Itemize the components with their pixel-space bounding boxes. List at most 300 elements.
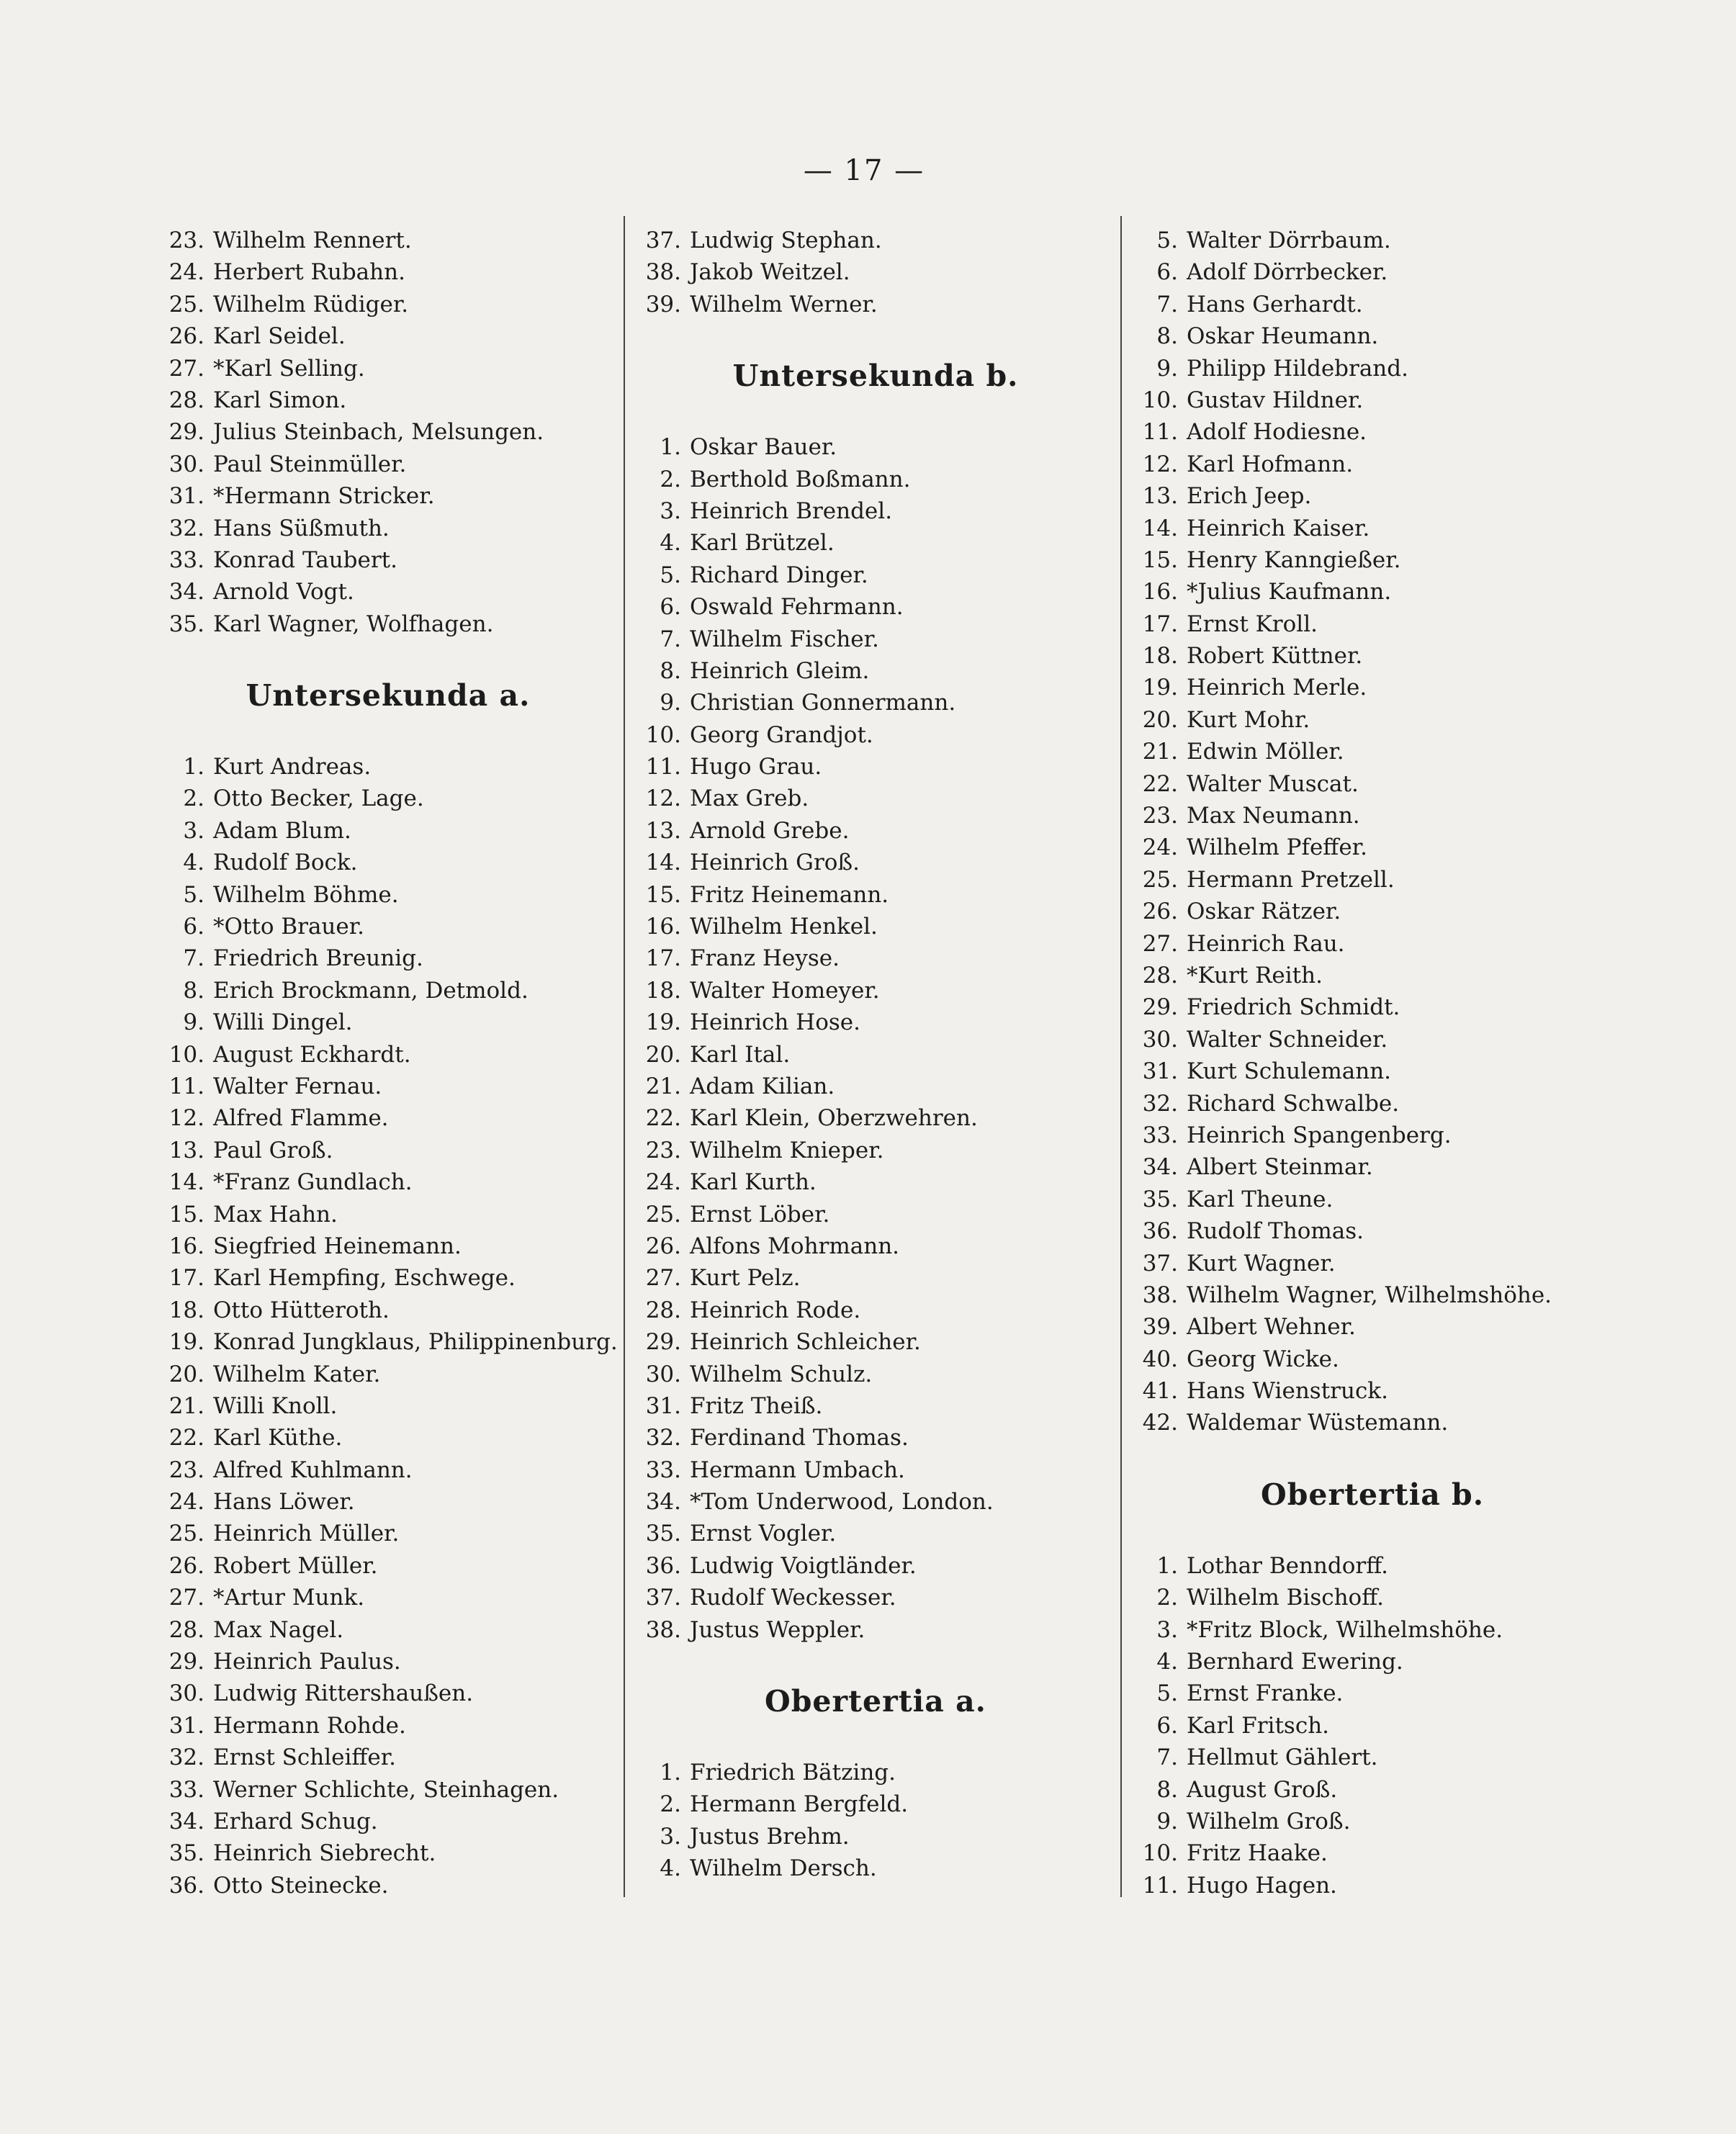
- list-item: [631, 1262, 1120, 1294]
- student-name: Heinrich Gleim.: [690, 657, 870, 684]
- list-item: [631, 975, 1120, 1007]
- student-name: Albert Wehner.: [1187, 1314, 1356, 1341]
- column-divider: [624, 216, 625, 1897]
- student-name: Wilhelm Bischoff.: [1187, 1585, 1384, 1611]
- list-item: [154, 815, 622, 847]
- student-name: Karl Theune.: [1187, 1186, 1334, 1212]
- entry-number: 7.: [183, 945, 204, 972]
- student-name: Lothar Benndorff.: [1187, 1552, 1388, 1579]
- list-item: [154, 1071, 622, 1102]
- list-item: [154, 1295, 622, 1326]
- list-item: [1128, 1774, 1617, 1806]
- student-list: [631, 225, 1120, 320]
- entry-number: 4.: [660, 1855, 681, 1882]
- list-item: [631, 1071, 1120, 1102]
- student-name: Hermann Pretzell.: [1187, 866, 1395, 893]
- entry-number: 28.: [168, 1616, 204, 1643]
- list-item: [154, 1262, 622, 1294]
- list-item: [631, 1582, 1120, 1613]
- entry-number: 25.: [1142, 866, 1178, 893]
- list-item: [1128, 353, 1617, 384]
- list-item: [1128, 384, 1617, 416]
- list-item: [631, 1166, 1120, 1198]
- entry-number: 7.: [1156, 1744, 1178, 1771]
- entry-number: 15.: [645, 881, 681, 908]
- student-name: Rudolf Bock.: [213, 850, 358, 876]
- list-item: [1128, 1870, 1617, 1901]
- list-item: [154, 751, 622, 783]
- list-item: [1128, 672, 1617, 703]
- student-name: Heinrich Hose.: [690, 1009, 860, 1036]
- entry-number: 20.: [168, 1361, 204, 1387]
- list-item: [154, 1135, 622, 1166]
- student-name: Justus Weppler.: [690, 1616, 865, 1643]
- student-name: Karl Wagner, Wolfhagen.: [213, 611, 494, 637]
- student-name: Fritz Heinemann.: [690, 881, 889, 908]
- list-item: [154, 320, 622, 352]
- student-name: Willi Dingel.: [213, 1009, 353, 1036]
- list-item: [154, 1710, 622, 1742]
- list-item: [154, 576, 622, 608]
- student-name: Alfred Flamme.: [213, 1105, 389, 1132]
- student-name: August Groß.: [1187, 1776, 1338, 1803]
- entry-number: 27.: [1142, 930, 1178, 957]
- list-item: [1128, 1151, 1617, 1183]
- list-item: [154, 449, 622, 480]
- list-item: [1128, 449, 1617, 480]
- list-item: [1128, 480, 1617, 512]
- list-item: [631, 1486, 1120, 1518]
- student-name: Edwin Möller.: [1187, 739, 1344, 765]
- student-list: [154, 225, 622, 640]
- column-3: [1128, 225, 1617, 1901]
- student-name: Adolf Hodiesne.: [1187, 419, 1367, 446]
- entry-number: 17.: [645, 945, 681, 972]
- entry-number: 11.: [168, 1073, 204, 1099]
- student-name: Siegfried Heinemann.: [213, 1233, 462, 1259]
- entry-number: 5.: [1156, 1680, 1178, 1707]
- student-name: Ernst Vogler.: [690, 1521, 837, 1547]
- entry-number: 3.: [660, 1823, 681, 1850]
- entry-number: 33.: [168, 1776, 204, 1803]
- list-item: [154, 942, 622, 974]
- student-name: Jakob Weitzel.: [690, 259, 850, 286]
- list-item: [631, 847, 1120, 878]
- entry-number: 25.: [645, 1201, 681, 1228]
- student-name: Oskar Rätzer.: [1187, 899, 1341, 925]
- entry-number: 3.: [1156, 1616, 1178, 1643]
- student-list: [631, 1757, 1120, 1885]
- list-item: [154, 544, 622, 576]
- list-item: [154, 289, 622, 320]
- student-name: Wilhelm Werner.: [690, 291, 878, 318]
- entry-number: 14.: [645, 850, 681, 876]
- list-item: [1128, 1614, 1617, 1646]
- student-name: Erich Brockmann, Detmold.: [213, 977, 529, 1004]
- list-item: [631, 1007, 1120, 1038]
- entry-number: 18.: [168, 1297, 204, 1323]
- student-name: Otto Becker, Lage.: [213, 785, 424, 812]
- student-name: Max Nagel.: [213, 1616, 344, 1643]
- entry-number: 35.: [168, 611, 204, 637]
- list-item: [631, 1454, 1120, 1486]
- list-item: [1128, 1837, 1617, 1869]
- student-name: Robert Müller.: [213, 1552, 378, 1579]
- entry-number: 28.: [168, 387, 204, 413]
- student-name: Karl Kurth.: [690, 1169, 817, 1196]
- list-item: [1128, 513, 1617, 544]
- student-name: Hermann Umbach.: [690, 1457, 905, 1483]
- student-name: Ernst Löber.: [690, 1201, 830, 1228]
- student-name: Robert Küttner.: [1187, 643, 1363, 670]
- entry-number: 39.: [645, 291, 681, 318]
- list-item: [1128, 1407, 1617, 1439]
- entry-number: 11.: [1142, 419, 1178, 446]
- entry-number: 8.: [1156, 323, 1178, 350]
- entry-number: 20.: [1142, 706, 1178, 733]
- student-name: Fritz Haake.: [1187, 1840, 1328, 1867]
- entry-number: 38.: [1142, 1282, 1178, 1308]
- entry-number: 30.: [168, 451, 204, 477]
- entry-number: 19.: [645, 1009, 681, 1036]
- student-name: Willi Knoll.: [213, 1392, 338, 1419]
- list-item: [1128, 1375, 1617, 1407]
- list-item: [154, 1166, 622, 1198]
- list-item: [631, 1295, 1120, 1326]
- list-item: [154, 975, 622, 1007]
- entry-number: 1.: [660, 434, 681, 461]
- entry-number: 26.: [645, 1233, 681, 1259]
- list-item: [631, 1230, 1120, 1262]
- list-item: [1128, 800, 1617, 832]
- student-name: Paul Groß.: [213, 1137, 333, 1163]
- student-name: Henry Kanngießer.: [1187, 546, 1401, 573]
- student-name: Heinrich Rode.: [690, 1297, 861, 1323]
- entry-number: 37.: [645, 1585, 681, 1611]
- student-name: Karl Hempfing, Eschwege.: [213, 1265, 516, 1292]
- entry-number: 23.: [1142, 803, 1178, 829]
- list-item: [1128, 640, 1617, 672]
- list-item: [154, 1646, 622, 1678]
- student-list: [631, 431, 1120, 1646]
- student-name: Karl Ital.: [690, 1041, 791, 1068]
- student-name: Heinrich Paulus.: [213, 1649, 401, 1675]
- entry-number: 4.: [183, 850, 204, 876]
- student-name: Heinrich Kaiser.: [1187, 515, 1370, 541]
- list-item: [1128, 1550, 1617, 1582]
- entry-number: 13.: [168, 1137, 204, 1163]
- list-item: [1128, 1120, 1617, 1151]
- student-name: Adolf Dörrbecker.: [1187, 259, 1388, 286]
- entry-number: 6.: [1156, 259, 1178, 286]
- entry-number: 2.: [1156, 1585, 1178, 1611]
- student-name: Friedrich Breunig.: [213, 945, 423, 972]
- student-name: Walter Homeyer.: [690, 977, 880, 1004]
- student-name: Hellmut Gählert.: [1187, 1744, 1378, 1771]
- list-item: [631, 1390, 1120, 1422]
- list-item: [154, 1614, 622, 1646]
- list-item: [631, 1614, 1120, 1646]
- student-name: Fritz Theiß.: [690, 1392, 823, 1419]
- entry-number: 22.: [168, 1425, 204, 1451]
- entry-number: 2.: [660, 1791, 681, 1818]
- student-name: Wilhelm Dersch.: [690, 1855, 877, 1882]
- entry-number: 1.: [660, 1760, 681, 1786]
- list-item: [631, 225, 1120, 256]
- student-name: Wilhelm Groß.: [1187, 1808, 1351, 1834]
- student-name: Albert Steinmar.: [1187, 1154, 1373, 1181]
- entry-number: 25.: [168, 1521, 204, 1547]
- entry-number: 16.: [168, 1233, 204, 1259]
- student-list: [1128, 225, 1617, 1439]
- list-item: [631, 655, 1120, 687]
- entry-number: 34.: [168, 1808, 204, 1834]
- list-item: [1128, 1279, 1617, 1311]
- list-item: [1128, 864, 1617, 896]
- student-name: Ludwig Stephan.: [690, 228, 882, 253]
- student-name: *Hermann Stricker.: [213, 483, 435, 510]
- student-name: Otto Steinecke.: [213, 1872, 389, 1899]
- entry-number: 34.: [645, 1489, 681, 1516]
- entry-number: 28.: [645, 1297, 681, 1323]
- list-item: [154, 1230, 622, 1262]
- list-item: [631, 1102, 1120, 1134]
- list-item: [1128, 289, 1617, 320]
- student-name: Ludwig Voigtländer.: [690, 1552, 917, 1579]
- student-name: Karl Seidel.: [213, 323, 346, 350]
- entry-number: 12.: [645, 785, 681, 812]
- student-name: Ludwig Rittershaußen.: [213, 1680, 474, 1707]
- entry-number: 1.: [183, 754, 204, 780]
- student-name: Christian Gonnermann.: [690, 690, 956, 716]
- entry-number: 3.: [183, 817, 204, 844]
- student-name: Heinrich Rau.: [1187, 930, 1345, 957]
- entry-number: 22.: [645, 1105, 681, 1132]
- section-title: Untersekunda b.: [732, 359, 1019, 394]
- entry-number: 26.: [1142, 899, 1178, 925]
- column-2: [631, 225, 1120, 1885]
- list-item: [154, 1422, 622, 1454]
- list-item: [631, 911, 1120, 942]
- student-name: Paul Steinmüller.: [213, 451, 407, 477]
- entry-number: 29.: [1142, 994, 1178, 1021]
- student-name: Walter Dörrbaum.: [1187, 228, 1391, 253]
- student-name: Hugo Grau.: [690, 754, 822, 780]
- entry-number: 23.: [645, 1137, 681, 1163]
- list-item: [154, 1582, 622, 1613]
- student-name: Georg Grandjot.: [690, 721, 873, 748]
- student-name: *Otto Brauer.: [213, 914, 365, 940]
- list-item: [1128, 1055, 1617, 1087]
- entry-number: 24.: [168, 259, 204, 286]
- entry-number: 13.: [1142, 483, 1178, 510]
- entry-number: 33.: [168, 546, 204, 573]
- entry-number: 24.: [168, 1489, 204, 1516]
- entry-number: 35.: [168, 1840, 204, 1867]
- student-name: Wilhelm Knieper.: [690, 1137, 884, 1163]
- list-item: [1128, 1742, 1617, 1773]
- student-name: Kurt Mohr.: [1187, 706, 1310, 733]
- entry-number: 40.: [1142, 1346, 1178, 1372]
- student-name: Rudolf Thomas.: [1187, 1218, 1364, 1245]
- list-item: [154, 384, 622, 416]
- entry-number: 21.: [168, 1392, 204, 1419]
- student-name: Franz Heyse.: [690, 945, 840, 972]
- list-item: [1128, 225, 1617, 256]
- entry-number: 4.: [1156, 1649, 1178, 1675]
- student-name: Adam Kilian.: [690, 1073, 835, 1099]
- list-item: [1128, 1710, 1617, 1742]
- list-item: [1128, 736, 1617, 767]
- list-item: [631, 256, 1120, 288]
- entry-number: 30.: [1142, 1026, 1178, 1053]
- list-item: [631, 1135, 1120, 1166]
- list-item: [631, 1821, 1120, 1852]
- student-name: Berthold Boßmann.: [690, 466, 911, 492]
- student-name: *Karl Selling.: [213, 355, 365, 382]
- entry-number: 21.: [645, 1073, 681, 1099]
- student-name: Bernhard Ewering.: [1187, 1649, 1403, 1675]
- list-item: [154, 1774, 622, 1806]
- list-item: [1128, 576, 1617, 608]
- entry-number: 15.: [1142, 546, 1178, 573]
- entry-number: 16.: [1142, 579, 1178, 605]
- list-item: [631, 591, 1120, 623]
- student-name: Wilhelm Wagner, Wilhelmshöhe.: [1187, 1282, 1552, 1308]
- entry-number: 8.: [660, 657, 681, 684]
- entry-number: 19.: [1142, 675, 1178, 701]
- list-item: [154, 608, 622, 640]
- entry-number: 6.: [660, 594, 681, 621]
- entry-number: 31.: [168, 1712, 204, 1739]
- list-item: [154, 353, 622, 384]
- student-name: Ferdinand Thomas.: [690, 1425, 909, 1451]
- entry-number: 41.: [1142, 1378, 1178, 1405]
- student-name: Alfred Kuhlmann.: [213, 1457, 413, 1483]
- entry-number: 12.: [168, 1105, 204, 1132]
- entry-number: 9.: [1156, 355, 1178, 382]
- section-title: Untersekunda a.: [246, 678, 531, 713]
- entry-number: 2.: [660, 466, 681, 492]
- list-item: [631, 559, 1120, 591]
- entry-number: 11.: [1142, 1872, 1178, 1899]
- list-item: [154, 879, 622, 911]
- entry-number: 31.: [168, 483, 204, 510]
- list-item: [1128, 1215, 1617, 1247]
- list-item: [1128, 1184, 1617, 1215]
- student-name: Hans Löwer.: [213, 1489, 355, 1516]
- student-name: *Julius Kaufmann.: [1187, 579, 1392, 605]
- list-item: [631, 687, 1120, 719]
- student-name: Hermann Rohde.: [213, 1712, 406, 1739]
- list-item: [1128, 1582, 1617, 1613]
- list-item: [1128, 256, 1617, 288]
- list-item: [154, 1039, 622, 1071]
- student-name: Werner Schlichte, Steinhagen.: [213, 1776, 559, 1803]
- student-name: Adam Blum.: [213, 817, 351, 844]
- list-item: [1128, 1311, 1617, 1343]
- column-1: [154, 225, 622, 1901]
- student-name: Oskar Bauer.: [690, 434, 837, 461]
- entry-number: 14.: [168, 1169, 204, 1196]
- list-item: [1128, 1646, 1617, 1678]
- entry-number: 26.: [168, 323, 204, 350]
- student-name: Erhard Schug.: [213, 1808, 378, 1834]
- entry-number: 5.: [183, 881, 204, 908]
- student-name: Herbert Rubahn.: [213, 259, 405, 286]
- entry-number: 10.: [1142, 387, 1178, 413]
- student-name: *Artur Munk.: [213, 1585, 365, 1611]
- list-item: [154, 1806, 622, 1837]
- list-item: [154, 416, 622, 448]
- list-item: [1128, 1678, 1617, 1709]
- entry-number: 32.: [645, 1425, 681, 1451]
- list-item: [154, 1486, 622, 1518]
- list-item: [631, 1422, 1120, 1454]
- list-item: [154, 1007, 622, 1038]
- entry-number: 16.: [645, 914, 681, 940]
- student-name: Ernst Schleiffer.: [213, 1744, 397, 1771]
- student-name: Arnold Vogt.: [213, 579, 354, 605]
- column-divider: [1120, 216, 1122, 1897]
- student-name: Wilhelm Pfeffer.: [1187, 834, 1367, 861]
- entry-number: 9.: [660, 690, 681, 716]
- entry-number: 36.: [168, 1872, 204, 1899]
- list-item: [1128, 928, 1617, 960]
- entry-number: 24.: [645, 1169, 681, 1196]
- list-item: [631, 751, 1120, 783]
- list-item: [154, 783, 622, 814]
- list-item: [631, 1518, 1120, 1549]
- list-item: [1128, 1248, 1617, 1279]
- list-item: [631, 1326, 1120, 1358]
- list-item: [631, 495, 1120, 527]
- student-name: Friedrich Bätzing.: [690, 1760, 896, 1786]
- entry-number: 5.: [1156, 228, 1178, 253]
- student-name: Karl Hofmann.: [1187, 451, 1354, 477]
- student-name: Kurt Schulemann.: [1187, 1058, 1392, 1085]
- entry-number: 19.: [168, 1329, 204, 1356]
- student-name: Hans Gerhardt.: [1187, 291, 1363, 318]
- student-name: Wilhelm Rüdiger.: [213, 291, 409, 318]
- student-name: Heinrich Siebrecht.: [213, 1840, 436, 1867]
- entry-number: 9.: [1156, 1808, 1178, 1834]
- list-item: [1128, 1088, 1617, 1120]
- entry-number: 32.: [1142, 1090, 1178, 1117]
- entry-number: 29.: [645, 1329, 681, 1356]
- list-item: [631, 1852, 1120, 1884]
- list-item: [631, 783, 1120, 814]
- student-name: Philipp Hildebrand.: [1187, 355, 1408, 382]
- entry-number: 27.: [168, 1585, 204, 1611]
- list-item: [154, 1837, 622, 1869]
- list-item: [154, 1390, 622, 1422]
- entry-number: 34.: [1142, 1154, 1178, 1181]
- student-name: Karl Klein, Oberzwehren.: [690, 1105, 978, 1132]
- entry-number: 1.: [1156, 1552, 1178, 1579]
- entry-number: 11.: [645, 754, 681, 780]
- student-name: Ernst Franke.: [1187, 1680, 1344, 1707]
- entry-number: 37.: [645, 228, 681, 253]
- list-item: [154, 1518, 622, 1549]
- list-item: [631, 1757, 1120, 1788]
- entry-number: 20.: [645, 1041, 681, 1068]
- entry-number: 18.: [1142, 643, 1178, 670]
- list-item: [1128, 1024, 1617, 1055]
- entry-number: 33.: [1142, 1122, 1178, 1148]
- entry-number: 34.: [168, 579, 204, 605]
- list-item: [631, 719, 1120, 751]
